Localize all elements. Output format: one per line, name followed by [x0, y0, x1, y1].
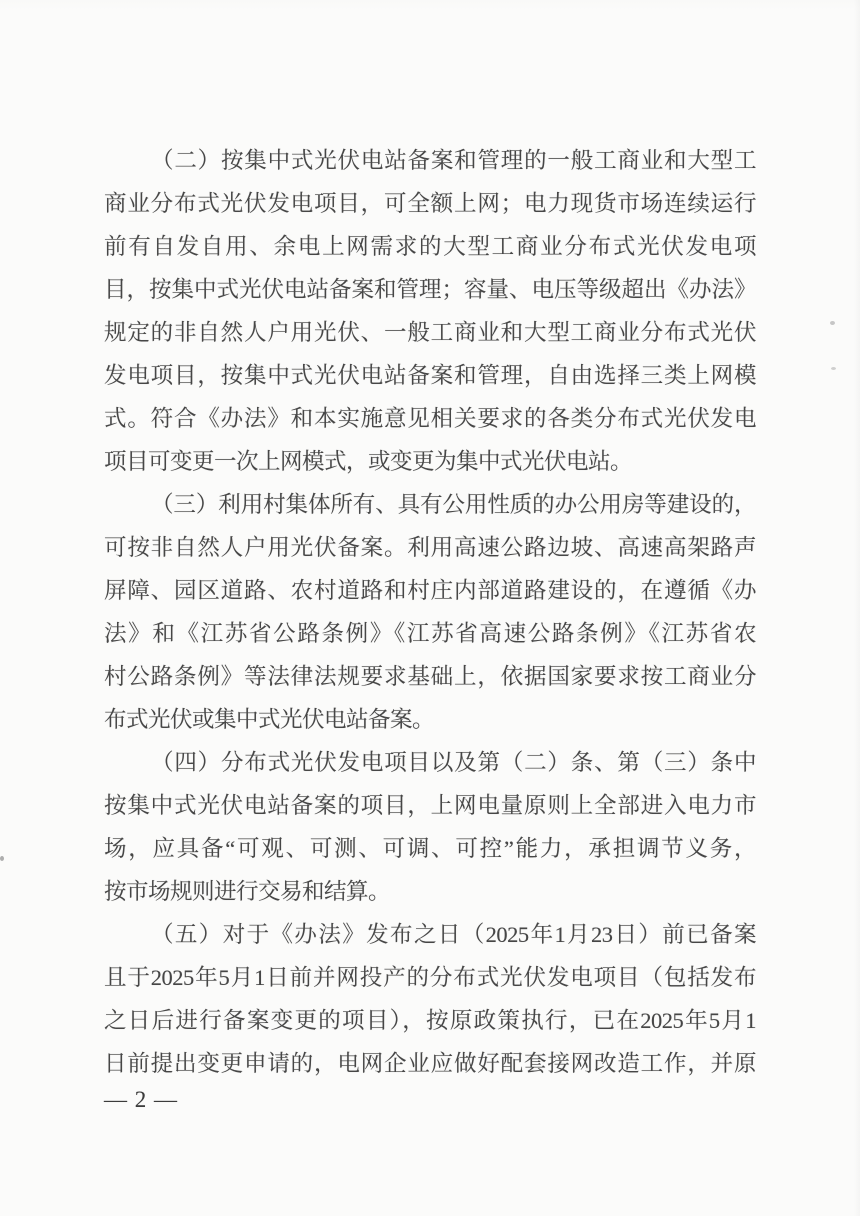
- text-line: 屏障、园区道路、农村道路和村庄内部道路建设的，在遵循《办: [104, 578, 756, 603]
- text-line: 项目可变更一次上网模式，或变更为集中式光伏电站。: [104, 449, 633, 474]
- page-number: — 2 —: [104, 1087, 178, 1112]
- document-body: [104, 139, 756, 1085]
- text-line: （三）利用村集体所有、具有公用性质的办公用房等建设的，: [151, 492, 756, 517]
- scan-speck: [831, 367, 836, 370]
- text-line: （四）分布式光伏发电项目以及第（二）条、第（三）条中: [151, 750, 756, 775]
- scan-speck: [0, 856, 4, 861]
- text-line: 式。符合《办法》和本实施意见相关要求的各类分布式光伏发电: [104, 406, 756, 431]
- text-line: （五）对于《办法》发布之日（2025年1月23日）前已备案: [151, 922, 756, 947]
- text-line: 发电项目，按集中式光伏电站备案和管理，自由选择三类上网模: [104, 363, 756, 388]
- text-line: 目，按集中式光伏电站备案和管理；容量、电压等级超出《办法》: [104, 277, 756, 302]
- text-line: 商业分布式光伏发电项目，可全额上网；电力现货市场连续运行: [104, 191, 756, 216]
- text-line: 村公路条例》等法律法规要求基础上，依据国家要求按工商业分: [104, 664, 756, 689]
- text-line: 之日后进行备案变更的项目），按原政策执行，已在2025年5月1: [104, 1008, 756, 1033]
- text-line: （二）按集中式光伏电站备案和管理的一般工商业和大型工: [151, 148, 756, 173]
- text-line: 可按非自然人户用光伏备案。利用高速公路边坡、高速高架路声: [104, 535, 756, 560]
- text-line: 场，应具备“可观、可测、可调、可控”能力，承担调节义务，: [104, 836, 756, 861]
- text-line: 规定的非自然人户用光伏、一般工商业和大型工商业分布式光伏: [104, 320, 756, 345]
- scan-speck: [830, 321, 835, 325]
- text-line: 按市场规则进行交易和结算。: [104, 879, 391, 904]
- text-line: 按集中式光伏电站备案的项目，上网电量原则上全部进入电力市: [104, 793, 756, 818]
- text-line: 日前提出变更申请的，电网企业应做好配套接网改造工作，并原: [104, 1051, 756, 1076]
- text-line: 前有自发自用、余电上网需求的大型工商业分布式光伏发电项: [104, 234, 756, 259]
- text-line: 法》和《江苏省公路条例》《江苏省高速公路条例》《江苏省农: [104, 621, 756, 646]
- text-line: 且于2025年5月1日前并网投产的分布式光伏发电项目（包括发布: [104, 965, 756, 990]
- text-line: 布式光伏或集中式光伏电站备案。: [104, 707, 435, 732]
